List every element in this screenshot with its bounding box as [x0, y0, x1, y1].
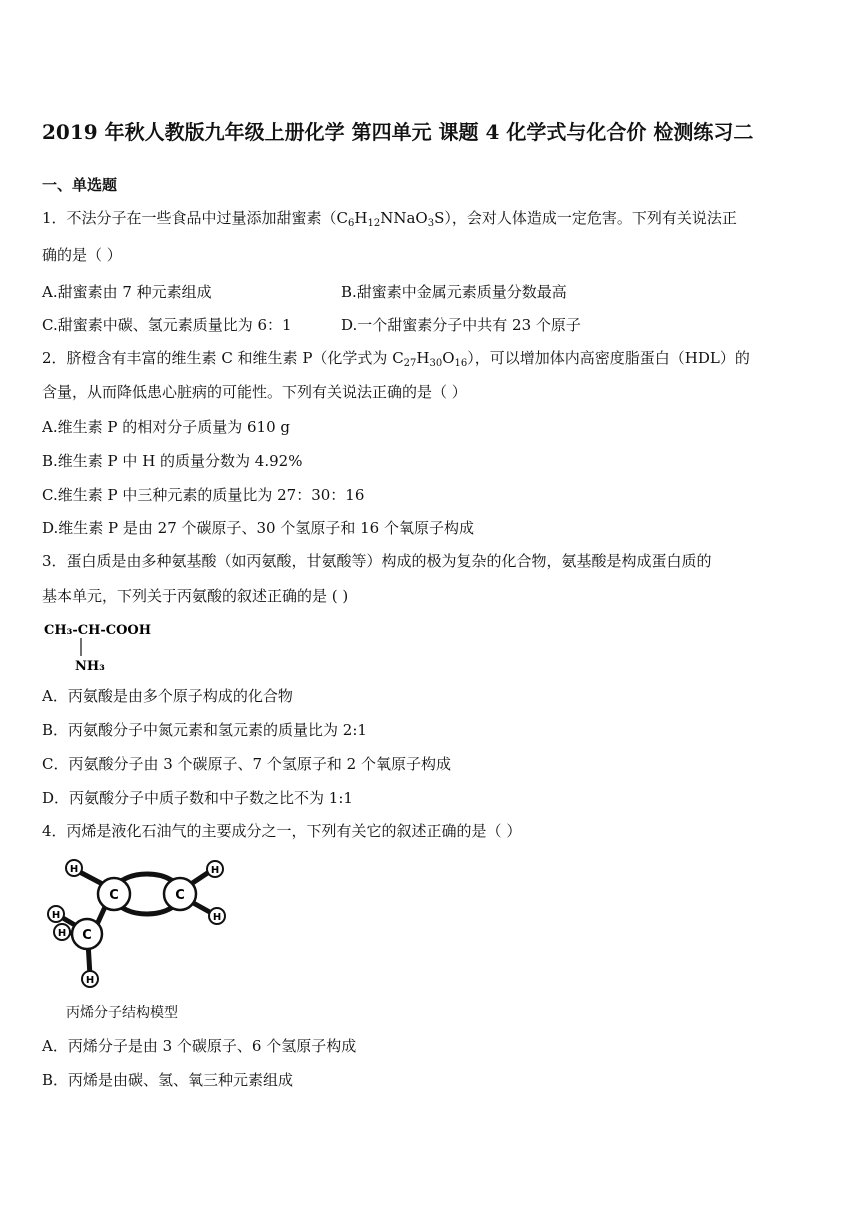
atom-label: C	[109, 888, 119, 903]
q1-stem-text: 1．不法分子在一些食品中过量添加甜蜜素（C	[42, 209, 349, 227]
atom-label: H	[69, 864, 79, 875]
carbon-atom	[72, 919, 102, 949]
q2-option-c: C.维生素 P 中三种元素的质量比为 27：30：16	[42, 486, 365, 504]
q2-option-d: D.维生素 P 是由 27 个碳原子、30 个氢原子和 16 个氧原子构成	[42, 519, 474, 537]
atom-label: H	[210, 865, 220, 876]
hydrogen-atom	[209, 908, 225, 924]
carbon-atom	[98, 878, 130, 910]
subscript: 16	[454, 358, 468, 369]
q3-option-a: A．丙氨酸是由多个原子构成的化合物	[42, 687, 293, 705]
q4-option-a: A．丙烯分子是由 3 个碳原子、6 个氢原子构成	[42, 1037, 357, 1055]
atom-label: C	[82, 928, 92, 943]
carbon-atom	[164, 878, 196, 910]
formula-part: NNaO	[380, 209, 428, 227]
atom-label: H	[57, 928, 67, 939]
hydrogen-atom	[48, 906, 64, 922]
subscript: 30	[429, 358, 443, 369]
section-heading: 一、单选题	[42, 176, 118, 194]
subscript: 27	[403, 358, 417, 369]
formula-bottom-text: NH₃	[75, 659, 105, 674]
formula-part: O	[442, 349, 455, 367]
atom-label: H	[85, 975, 95, 986]
hydrogen-atom	[82, 971, 98, 987]
atom-label: H	[51, 910, 61, 921]
q3-option-c: C．丙氨酸分子由 3 个碳原子、7 个氢原子和 2 个氧原子构成	[42, 755, 451, 773]
formula-top-text: CH₃-CH-COOH	[44, 623, 152, 638]
q2-stem-text: ），可以增加体内高密度脂蛋白（HDL）的	[467, 349, 750, 367]
q2-option-b: B.维生素 P 中 H 的质量分数为 4.92%	[42, 452, 303, 470]
formula-part: H	[354, 209, 368, 227]
figure-caption: 丙烯分子结构模型	[66, 1005, 178, 1021]
q3-stem-line1: 3．蛋白质是由多种氨基酸（如丙氨酸，甘氨酸等）构成的极为复杂的化合物，氨基酸是构成蛋白质的	[42, 552, 712, 570]
q1-stem-text: S），会对人体造成一定危害。下列有关说法正	[434, 209, 737, 227]
hydrogen-atom	[54, 924, 70, 940]
q1-stem-line1	[42, 208, 737, 228]
q1-option-d: D.一个甜蜜素分子中共有 23 个原子	[341, 316, 581, 334]
formula-part: H	[416, 349, 430, 367]
q1-option-a: A.甜蜜素由 7 种元素组成	[42, 283, 212, 301]
q1-option-c: C.甜蜜素中碳、氢元素质量比为 6：1	[42, 316, 292, 334]
q4-stem-line1: 4．丙烯是液化石油气的主要成分之一，下列有关它的叙述正确的是（ ）	[42, 822, 522, 840]
q1-option-b: B.甜蜜素中金属元素质量分数最高	[341, 283, 567, 301]
q2-stem-line2: 含量，从而降低患心脏病的可能性。下列有关说法正确的是（ ）	[42, 383, 467, 401]
atom-label: H	[212, 912, 222, 923]
q2-option-a: A.维生素 P 的相对分子质量为 610 g	[42, 418, 290, 436]
subscript: 3	[427, 218, 435, 229]
subscript: 12	[367, 218, 381, 229]
page-title: 2019 年秋人教版九年级上册化学 第四单元 课题 4 化学式与化合价 检测练习二	[42, 120, 754, 144]
q1-stem-line2: 确的是（ ）	[42, 246, 122, 264]
q2-stem-text: 2．脐橙含有丰富的维生素 C 和维生素 P（化学式为 C	[42, 349, 404, 367]
q2-stem-line1	[42, 348, 750, 368]
propylene-molecule-model	[40, 852, 240, 998]
q3-stem-line2: 基本单元，下列关于丙氨酸的叙述正确的是 ( )	[42, 587, 349, 605]
hydrogen-atom	[66, 860, 82, 876]
q3-option-b: B．丙氨酸分子中氮元素和氢元素的质量比为 2:1	[42, 721, 367, 739]
q4-option-b: B．丙烯是由碳、氢、氧三种元素组成	[42, 1071, 294, 1089]
alanine-structural-formula	[42, 618, 162, 676]
atom-label: C	[175, 888, 185, 903]
hydrogen-atom	[207, 861, 223, 877]
subscript: 6	[348, 218, 355, 229]
q3-option-d: D．丙氨酸分子中质子数和中子数之比不为 1:1	[42, 789, 353, 807]
